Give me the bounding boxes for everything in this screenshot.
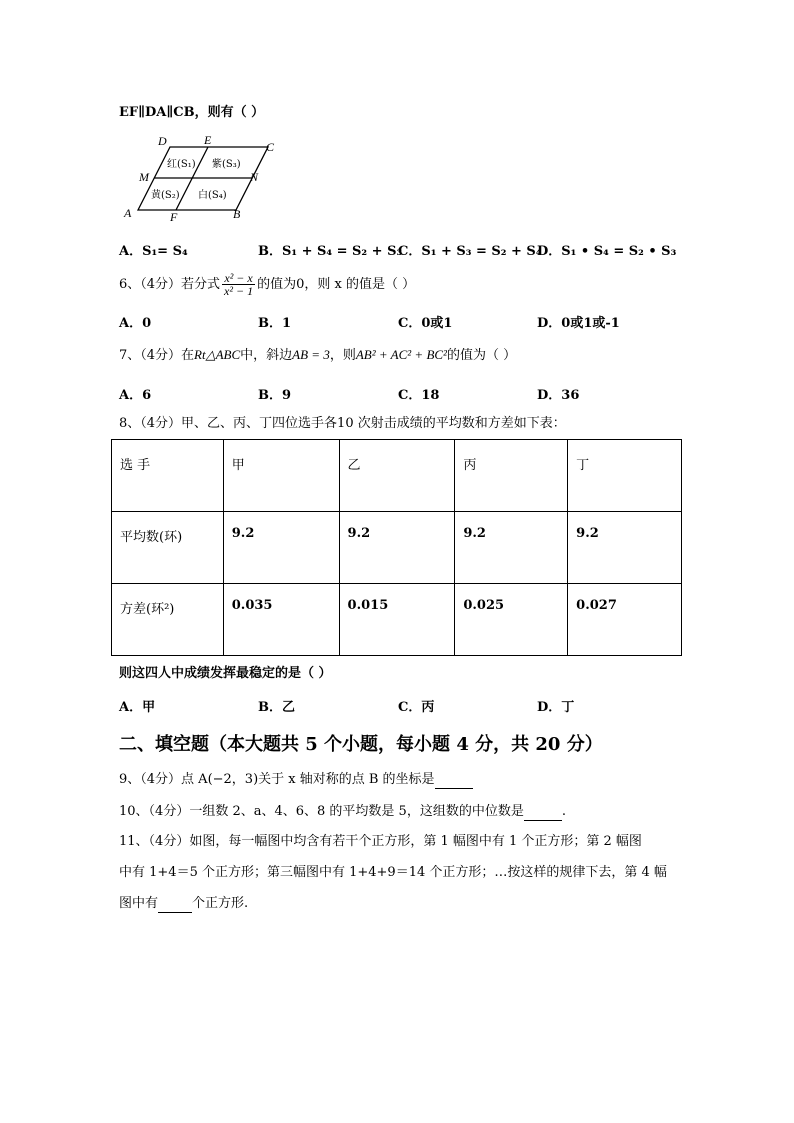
table-cell: 9.2	[223, 512, 339, 584]
q10-text: 10、（4分）一组数 2、a、4、6、8 的平均数是 5，这组数的中位数是	[119, 804, 524, 819]
q7-ab: AB = 3	[292, 347, 330, 362]
q7-prefix: 7、（4分）在	[119, 348, 195, 363]
option-a[interactable]: A．0	[119, 316, 152, 331]
option-d[interactable]: D．丁	[537, 700, 575, 715]
option-b[interactable]: B．乙	[258, 700, 295, 715]
label-N: N	[250, 170, 259, 184]
region-white: 白(S₄)	[198, 190, 227, 201]
table-header-cell: 丁	[568, 440, 682, 512]
label-D: D	[158, 134, 167, 148]
q11-line-3-suffix: 个正方形.	[192, 896, 249, 911]
q6-suffix: 的值为0，则 x 的值是（ ）	[257, 277, 416, 292]
label-E: E	[204, 133, 212, 147]
table-header-cell: 选 手	[112, 440, 224, 512]
table-cell: 0.035	[223, 584, 339, 656]
option-d[interactable]: D．0或1或-1	[537, 316, 620, 331]
q10-stem	[119, 803, 566, 821]
label-A: A	[124, 206, 132, 220]
table-row	[112, 440, 682, 512]
q7-suffix: 的值为（ ）	[446, 348, 517, 363]
option-d[interactable]: D．S₁ • S₄ = S₂ • S₃	[537, 244, 677, 259]
label-B: B	[233, 207, 241, 221]
q8-question: 则这四人中成绩发挥最稳定的是（ ）	[119, 666, 332, 681]
q7-expression: AB² + AC² + BC²	[355, 347, 447, 362]
table-header-cell: 丙	[455, 440, 568, 512]
option-c[interactable]: C．S₁ + S₃ = S₂ + S₄	[398, 244, 542, 259]
table-row	[112, 512, 682, 584]
parallelogram-figure	[118, 130, 278, 226]
table-cell: 9.2	[339, 512, 455, 584]
q7-mid: 中，斜边	[240, 348, 293, 363]
label-F: F	[170, 210, 178, 224]
q9-answer-blank[interactable]	[435, 774, 473, 789]
table-cell: 9.2	[568, 512, 682, 584]
table-cell: 0.025	[455, 584, 568, 656]
q11-line-3	[119, 895, 248, 913]
q6-fraction	[222, 272, 255, 297]
option-b[interactable]: B．S₁ + S₄ = S₂ + S₃	[258, 244, 403, 259]
table-cell: 0.027	[568, 584, 682, 656]
q6-prefix: 6、（4分）若分式	[119, 277, 221, 292]
table-cell: 0.015	[339, 584, 455, 656]
q8-stem: 8、（4分）甲、乙、丙、丁四位选手各10 次射击成绩的平均数和方差如下表：	[119, 416, 566, 431]
q11-line-1: 11、（4分）如图，每一幅图中均含有若干个正方形，第 1 幅图中有 1 个正方形；第 2 幅图	[119, 834, 642, 849]
table-header-cell: 甲	[223, 440, 339, 512]
q6-fraction-numerator: x² − x	[222, 272, 255, 285]
option-c[interactable]: C．丙	[398, 700, 435, 715]
region-red: 红(S₁)	[167, 159, 196, 170]
table-row	[112, 584, 682, 656]
scores-table	[111, 439, 682, 656]
option-c[interactable]: C．18	[398, 388, 440, 403]
q10-answer-blank[interactable]	[524, 806, 562, 821]
option-b[interactable]: B．9	[258, 388, 292, 403]
table-cell: 方差(环²)	[112, 584, 224, 656]
section-heading: 二、填空题（本大题共 5 个小题，每小题 4 分，共 20 分）	[119, 734, 603, 755]
q9-text: 9、（4分）点 A(−2，3)关于 x 轴对称的点 B 的坐标是	[119, 772, 435, 787]
label-M: M	[139, 170, 149, 184]
q11-line-2: 中有 1+4＝5 个正方形；第三幅图中有 1+4+9＝14 个正方形；…按这样的规律下去，第 4 幅	[119, 865, 667, 880]
q11-answer-blank[interactable]	[158, 898, 192, 913]
q7-mid2: ，则	[329, 348, 356, 363]
option-c[interactable]: C．0或1	[398, 316, 453, 331]
table-cell: 9.2	[455, 512, 568, 584]
q7-triangle: Rt△ABC	[194, 347, 241, 362]
table-header-cell: 乙	[339, 440, 455, 512]
option-a[interactable]: A．甲	[119, 700, 156, 715]
q6-fraction-denominator: x² − 1	[224, 284, 254, 298]
label-C: C	[266, 140, 275, 154]
q5-stem: EF∥DA∥CB，则有（ ）	[119, 105, 265, 120]
q7-stem	[119, 346, 516, 365]
region-purple: 紫(S₃)	[212, 159, 241, 170]
option-b[interactable]: B．1	[258, 316, 292, 331]
table-cell: 平均数(环)	[112, 512, 224, 584]
option-d[interactable]: D．36	[537, 388, 580, 403]
q9-stem	[119, 771, 473, 789]
q11-line-3-prefix: 图中有	[119, 896, 159, 911]
option-a[interactable]: A．S₁= S₄	[119, 244, 188, 259]
region-yellow: 黄(S₂)	[151, 190, 180, 201]
q10-end: .	[561, 804, 566, 819]
q6-stem	[119, 270, 415, 300]
option-a[interactable]: A．6	[119, 388, 152, 403]
